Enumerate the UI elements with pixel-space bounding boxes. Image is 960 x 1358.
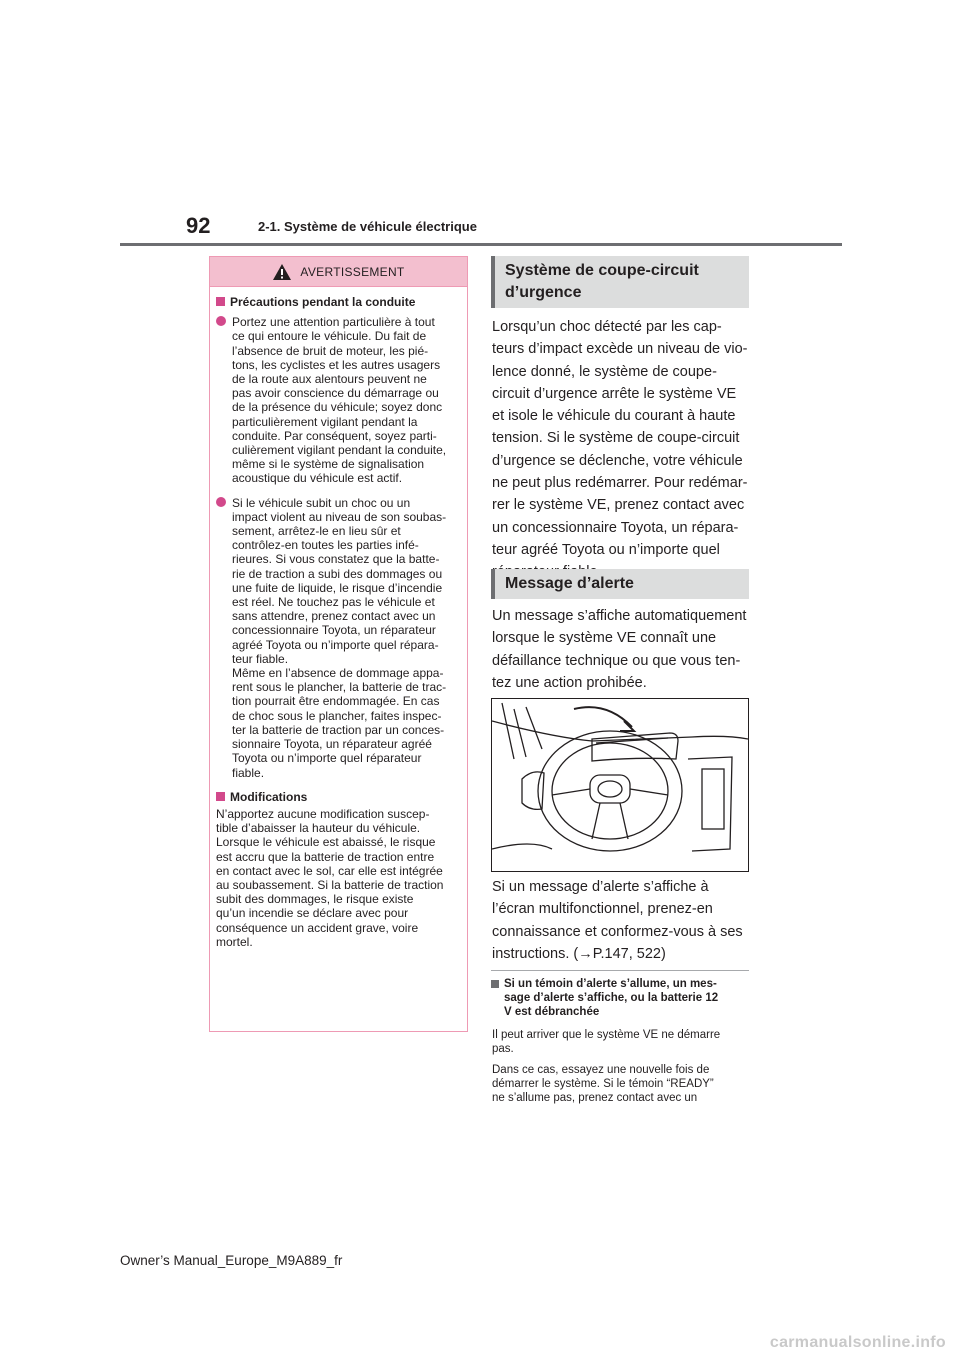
dashboard-illustration [491,698,749,872]
warning-body [210,287,467,949]
note-heading-text: Si un témoin d’alerte s’allume, un mes- sage d’alerte s’affiche, ou la batterie 12 V est débranchée [504,978,719,1018]
message-paragraph: Un message s’affiche automatiquement lorsque le système VE connaît une défaillance technique ou que vous ten- tez une action prohibée. [492,608,747,691]
modifications-heading [216,790,461,804]
warning-bullet-text: Portez une attention particulière à tout ce qui entoure le véhicule. Du fait de l’absence de bruit de moteur, les pié- tons, les cyclistes et les autres usagers de la route aux alentours peuvent ne pas avoir conscience du démarrage ou de la présence du véhicule; soyez donc particulièrement vigilant pendant la conduite. Par conséquent, soyez parti- culièrement vigilant pendant la conduite, même si le système de signalisation acoustique du véhicule est actif. [232,315,447,486]
message-heading: Message d’alerte [491,569,749,599]
warning-box [209,256,468,1032]
circle-bullet-icon [216,316,226,326]
dashboard-drawing [492,699,748,871]
warning-title: AVERTISSEMENT [300,264,405,279]
square-bullet-icon [216,792,225,801]
warning-triangle-icon [272,263,292,281]
figure-paragraph: Si un message d’alerte s’affiche à l’écran multifonctionnel, prenez-en connaissance et conformez-vous à ses instructions. (→P.147, 522) [492,879,743,962]
warning-bullet [216,496,461,780]
warning-bullet [216,315,461,485]
footer-text: Owner’s Manual_Europe_M9A889_fr [120,1253,343,1268]
square-bullet-icon [491,980,499,988]
note-paragraph: Dans ce cas, essayez une nouvelle fois de démarrer le système. Si le témoin “READY” ne s’allume pas, prenez contact avec un [492,1064,714,1104]
precautions-heading-text: Précautions pendant la conduite [230,295,416,309]
watermark: carmanualsonline.info [769,1334,946,1351]
warning-bullet-text: Si le véhicule subit un choc ou un impact violent au niveau de son soubas- sement, arrêtez-le en lieu sûr et contrôlez-en toutes les parties infé- rieures. Si vous constatez que la batte- rie de traction a subi des dommages ou une fuite de liquide, le risque d’incendie est réel. Ne touchez pas le véhicule et sans attendre, prenez contact avec un concessionnaire Toyota, un réparateur agréé Toyota ou n’importe quel répara- teur fiable. Même en l’absence de dommage appa- rent sous le plancher, la batterie de trac- tion pourrait être endommagée. En cas de choc sous le plancher, faites inspec- ter la batterie de traction par un conces- sionnaire Toyota, un réparateur agréé Toyota ou n’importe quel réparateur fiable. [232,495,447,780]
note-paragraph: Il peut arriver que le système VE ne démarre pas. [492,1029,721,1055]
note-rule [491,970,749,971]
page-number: 92 [186,213,211,238]
section-title: 2-1. Système de véhicule électrique [258,219,477,234]
cutoff-heading: Système de coupe-circuit d’urgence [491,256,749,308]
header-rule [120,243,842,246]
modifications-text: N’apportez aucune modification suscep- tible d’abaisser la hauteur du véhicule. Lorsque le véhicule est abaissé, le risque est accru que la batterie de traction entre en contact avec le sol, car elle est intégrée au soubassement. Si la batterie de traction subit des dommages, le risque existe qu’un incendie se déclare avec pour conséquence un accident grave, voire mortel. [216,806,444,949]
modifications-heading-text: Modifications [230,789,308,804]
note-heading [491,977,749,1019]
circle-bullet-icon [216,497,226,507]
square-bullet-icon [216,297,225,306]
cutoff-paragraph: Lorsqu’un choc détecté par les cap- teurs d’impact excède un niveau de vio- lence donné, le système de coupe- circuit d’urgence arrête le système VE et isole le véhicule du courant à haute tension. Si le système de coupe-circuit d’urgence se déclenche, votre véhicule ne peut plus redémarrer. Pour redémar- rer le système VE, prenez contact avec un concessionnaire Toyota, un répara- teur agréé Toyota ou n’importe quel [492,319,748,558]
precautions-heading [216,295,461,309]
warning-header [210,257,467,287]
